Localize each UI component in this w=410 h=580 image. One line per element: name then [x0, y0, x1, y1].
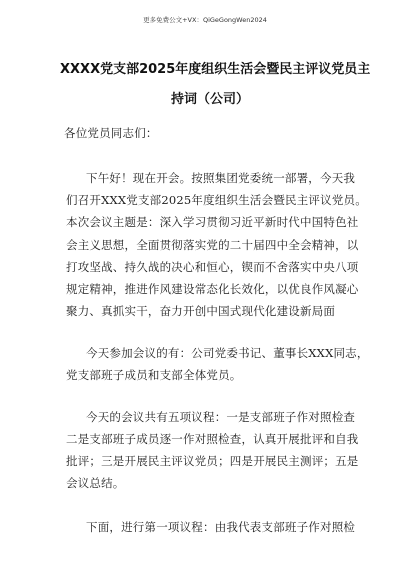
paragraph-3-line-1: 今天的会议共有五项议程：一是支部班子作对照检查: [86, 410, 356, 424]
paragraph-1-line-3: 本次会议主题是：深入学习贯彻习近平新时代中国特色社: [66, 215, 359, 229]
paragraph-1-line-7: 聚力、真抓实干，奋力开创中国式现代化建设新局面: [66, 304, 336, 318]
document-title-line-1: XXXX党支部2025年度组织生活会暨民主评议党员主: [60, 62, 371, 77]
paragraph-2-line-1: 今天参加会议的有：公司党委书记、董事长XXX同志，: [86, 346, 369, 360]
paragraph-3-line-4: 会议总结。: [66, 476, 125, 490]
paragraph-1-line-4: 会主义思想，全面贯彻落实党的二十届四中全会精神，以: [66, 238, 359, 252]
paragraph-4-line-1: 下面，进行第一项议程：由我代表支部班子作对照检: [86, 520, 356, 534]
paragraph-3-line-3: 批评；三是开展民主评议党员；四是开展民主测评；五是: [66, 454, 359, 468]
paragraph-1-line-1: 下午好！现在开会。按照集团党委统一部署，今天我: [86, 171, 356, 185]
salutation: 各位党员同志们：: [64, 126, 158, 140]
paragraph-1-line-6: 规定精神，推进作风建设常态化长效化，以优良作风凝心: [66, 282, 359, 296]
document-title-line-2: 持词（公司）: [170, 92, 249, 107]
paragraph-1-line-2: 们召开XXX党支部2025年度组织生活会暨民主评议党员。: [66, 193, 367, 207]
paragraph-3-line-2: 二是支部班子成员逐一作对照检查，认真开展批评和自我: [66, 432, 359, 446]
paragraph-2-line-2: 党支部班子成员和支部全体党员。: [66, 368, 242, 382]
header-note: 更多免费公文+VX：QiGeGongWen2024: [143, 16, 267, 24]
paragraph-1-line-5: 打攻坚战、持久战的决心和恒心，锲而不舍落实中央八项: [66, 260, 359, 274]
